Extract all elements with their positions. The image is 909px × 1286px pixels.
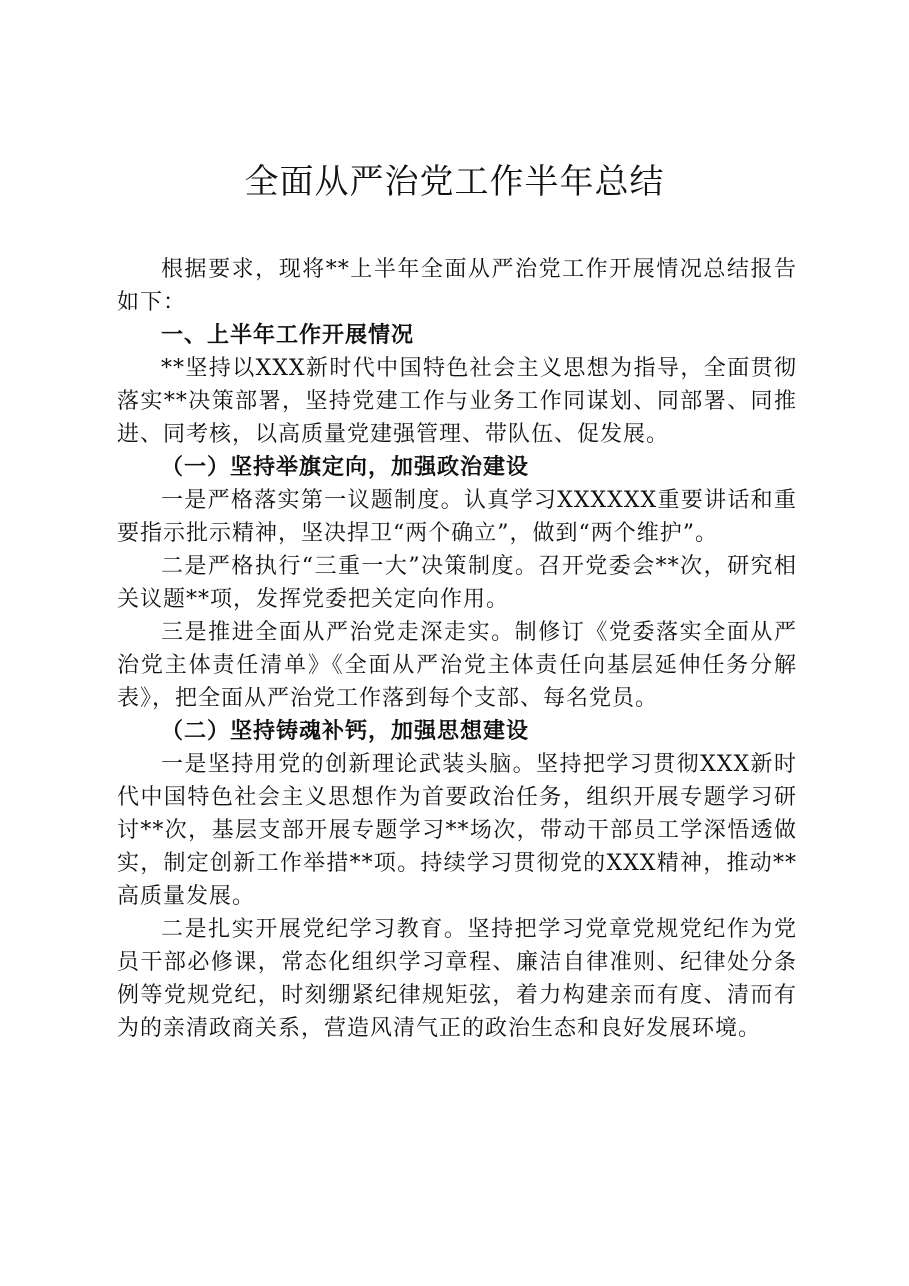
section-1-intro-paragraph: **坚持以XXX新时代中国特色社会主义思想为指导，全面贯彻落实**决策部署，坚持党建工作与业务工作同谋划、同部署、同推进、同考核，以高质量党建强管理、带队伍、促发展。 [117,356,797,447]
document-title: 全面从严治党工作半年总结 [244,162,665,202]
paragraph-theory-study: 一是坚持用党的创新理论武装头脑。坚持把学习贯彻XXX新时代中国特色社会主义思想作为首要政治任务，组织开展专题学习研讨**次，基层支部开展专题学习**场次，带动干部员工学深悟透做实，制定创新工作举措**项。持续学习贯彻党的XXX精神，推动**高质量发展。 [117,752,797,909]
paragraph-decision-system: 二是严格执行“三重一大”决策制度。召开党委会**次，研究相关议题**项，发挥党委把关定向作用。 [117,554,797,612]
subsection-heading-ideological: （二）坚持铸魂补钙，加强思想建设 [161,718,530,744]
paragraph-discipline-education: 二是扎实开展党纪学习教育。坚持把学习党章党规党纪作为党员干部必修课，常态化组织学习章程、廉洁自律准则、纪律处分条例等党规党纪，时刻绷紧纪律规矩弦，着力构建亲而有度、清而有为的亲清政商关系，营造风清气正的政治生态和良好发展环境。 [117,917,797,1041]
section-heading-1: 一、上半年工作开展情况 [161,323,415,348]
paragraph-first-agenda: 一是严格落实第一议题制度。认真学习XXXXXX重要讲话和重要指示批示精神，坚决捍卫“两个确立”，做到“两个维护”。 [117,488,797,546]
document-body [117,253,797,1045]
subsection-heading-political: （一）坚持举旗定向，加强政治建设 [161,454,530,480]
paragraph-strict-governance: 三是推进全面从严治党走深走实。制修订《党委落实全面从严治党主体责任清单》《全面从严治党主体责任向基层延伸任务分解表》，把全面从严治党工作落到每个支部、每名党员。 [117,620,797,711]
intro-paragraph: 根据要求，现将**上半年全面从严治党工作开展情况总结报告如下： [117,257,797,315]
